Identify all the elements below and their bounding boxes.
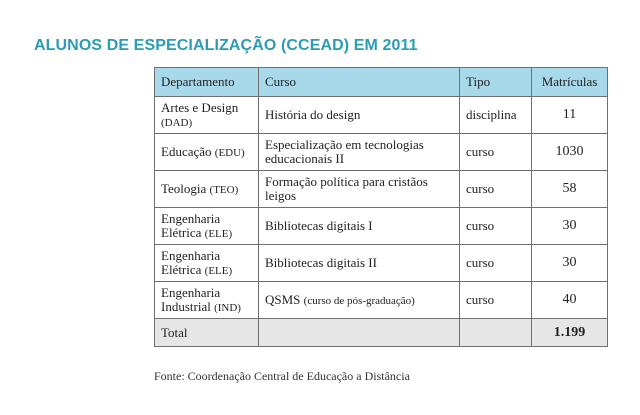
cell-matriculas: 30 xyxy=(532,208,608,245)
total-label: Total xyxy=(155,319,259,347)
cell-curso xyxy=(259,245,460,282)
curso-name: Especialização em tecnologias educacionais II xyxy=(265,137,424,166)
header-matriculas: Matrículas xyxy=(532,68,608,97)
cell-curso xyxy=(259,171,460,208)
cell-departamento xyxy=(155,171,259,208)
dept-name: Teologia xyxy=(161,180,207,196)
total-row xyxy=(155,319,608,347)
cell-departamento xyxy=(155,134,259,171)
curso-note: (curso de pós-graduação) xyxy=(303,294,415,307)
dept-name: Artes e Design xyxy=(161,99,239,115)
total-value: 1.199 xyxy=(532,319,608,347)
cell-departamento xyxy=(155,245,259,282)
enrollment-table xyxy=(154,67,608,347)
dept-name: Engenharia Elétrica xyxy=(161,247,221,277)
dept-name: Educação xyxy=(161,143,212,159)
cell-departamento xyxy=(155,208,259,245)
cell-matriculas: 30 xyxy=(532,245,608,282)
table-row xyxy=(155,245,608,282)
cell-tipo: curso xyxy=(460,282,532,319)
source-note: Fonte: Coordenação Central de Educação a Distância xyxy=(154,369,410,383)
total-empty-cell xyxy=(460,319,532,347)
curso-name: Bibliotecas digitais II xyxy=(265,255,377,270)
table-row xyxy=(155,97,608,134)
curso-name: Formação política para cristãos leigos xyxy=(265,174,428,203)
dept-abbr: (TEO) xyxy=(209,183,239,196)
curso-name: História do design xyxy=(265,107,361,122)
header-curso: Curso xyxy=(259,68,460,97)
cell-tipo: curso xyxy=(460,134,532,171)
cell-matriculas: 11 xyxy=(532,97,608,134)
cell-curso xyxy=(259,97,460,134)
cell-curso xyxy=(259,208,460,245)
dept-abbr: (EDU) xyxy=(214,146,245,159)
cell-tipo: curso xyxy=(460,208,532,245)
cell-curso xyxy=(259,282,460,319)
header-departamento: Departamento xyxy=(155,68,259,97)
cell-curso xyxy=(259,134,460,171)
curso-name: QSMS xyxy=(265,291,301,307)
total-empty-cell xyxy=(259,319,460,347)
cell-tipo: curso xyxy=(460,171,532,208)
cell-departamento xyxy=(155,282,259,319)
cell-tipo: disciplina xyxy=(460,97,532,134)
table-row xyxy=(155,134,608,171)
cell-departamento xyxy=(155,97,259,134)
table-row xyxy=(155,282,608,319)
dept-name: Engenharia Elétrica xyxy=(161,210,221,240)
curso-name: Bibliotecas digitais I xyxy=(265,218,373,233)
header-tipo: Tipo xyxy=(460,68,532,97)
page-title: ALUNOS DE ESPECIALIZAÇÃO (CCEAD) EM 2011 xyxy=(34,37,418,54)
dept-abbr: (ELE) xyxy=(204,227,233,240)
cell-matriculas: 40 xyxy=(532,282,608,319)
cell-tipo: curso xyxy=(460,245,532,282)
dept-abbr: (IND) xyxy=(214,301,241,314)
table-row xyxy=(155,208,608,245)
table-header-row xyxy=(155,68,608,97)
table-row xyxy=(155,171,608,208)
cell-matriculas: 1030 xyxy=(532,134,608,171)
dept-abbr: (ELE) xyxy=(204,264,233,277)
dept-name: Engenharia Industrial xyxy=(161,284,221,314)
dept-abbr: (DAD) xyxy=(161,116,193,129)
cell-matriculas: 58 xyxy=(532,171,608,208)
